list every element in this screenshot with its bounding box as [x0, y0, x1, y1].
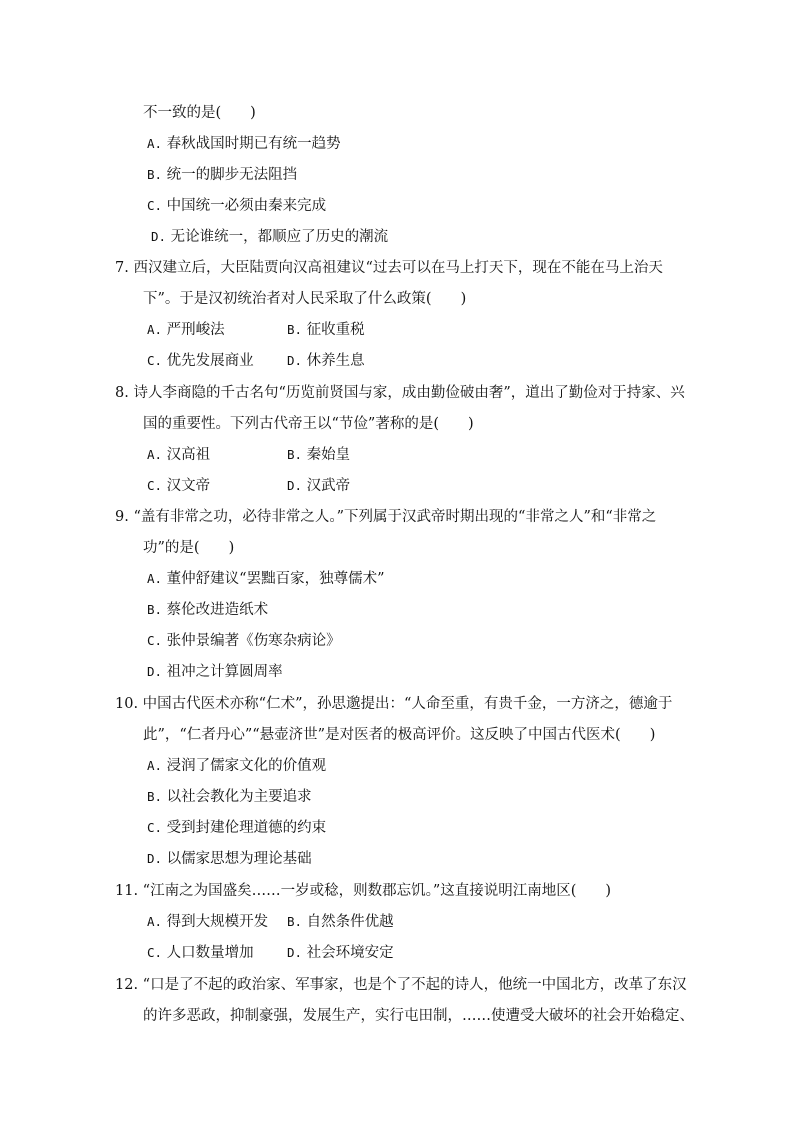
q12-stem-line1	[115, 975, 687, 995]
q9-stem-line2: 功”的是( )	[143, 540, 235, 556]
q10-option-c[interactable]	[147, 818, 326, 838]
option-letter: B.	[287, 914, 303, 929]
q7-stem-line2: 下”。于是汉初统治者对人民采取了什么政策( )	[143, 291, 467, 307]
q11-stem-line1	[115, 881, 611, 901]
q10-stem-line2: 此”，“仁者丹心”“悬壶济世”是对医者的极高评价。这反映了中国古代医术( )	[143, 727, 656, 743]
option-text: 以社会教化为主要追求	[166, 789, 312, 805]
q9-option-b[interactable]	[147, 600, 268, 620]
option-text: 无论谁统一，都顺应了历史的潮流	[170, 229, 389, 245]
q10-stem-line1	[115, 694, 672, 714]
q8-stem-line1	[115, 383, 685, 403]
q9-stem-line1	[115, 507, 656, 527]
q9-option-a[interactable]	[147, 569, 385, 589]
option-letter: A.	[147, 758, 163, 773]
question-number: 11.	[115, 883, 139, 899]
option-text: 汉文帝	[166, 478, 211, 494]
option-letter: B.	[287, 447, 303, 462]
option-letter: C.	[147, 478, 163, 493]
q7-option-b[interactable]	[287, 320, 365, 340]
option-text: 自然条件优越	[306, 914, 394, 930]
option-letter: A.	[147, 136, 163, 151]
q11-option-a[interactable]	[147, 912, 268, 932]
question-text: “盖有非常之功，必待非常之人。”下列属于汉武帝时期出现的“非常之人”和“非常之	[133, 509, 657, 525]
option-text: 休养生息	[306, 353, 365, 369]
option-letter: A.	[147, 447, 163, 462]
option-text: 以儒家思想为理论基础	[166, 851, 312, 867]
question-number: 7.	[115, 260, 129, 276]
q6-stem-continuation: 不一致的是( )	[143, 105, 256, 121]
q11-option-d[interactable]	[287, 943, 394, 963]
question-text: 西汉建立后，大臣陆贾向汉高祖建议“过去可以在马上打天下，现在不能在马上治天	[133, 260, 663, 276]
option-letter: C.	[147, 353, 163, 368]
option-letter: B.	[147, 167, 163, 182]
option-text: 汉高祖	[166, 447, 211, 463]
option-letter: A.	[147, 322, 163, 337]
option-letter: D.	[147, 851, 163, 866]
question-number: 9.	[115, 509, 129, 525]
q9-option-c[interactable]	[147, 631, 341, 651]
option-text: 优先发展商业	[166, 353, 254, 369]
option-letter: C.	[147, 945, 163, 960]
q6-option-d[interactable]	[151, 227, 388, 247]
q10-option-b[interactable]	[147, 787, 312, 807]
option-text: 秦始皇	[306, 447, 351, 463]
option-text: 张仲景编著《伤寒杂病论》	[166, 633, 341, 649]
q6-option-c[interactable]	[147, 196, 326, 216]
question-number: 8.	[115, 385, 129, 401]
option-text: 征收重税	[306, 322, 365, 338]
option-text: 祖冲之计算圆周率	[166, 664, 283, 680]
option-text: 得到大规模开发	[166, 914, 269, 930]
option-text: 受到封建伦理道德的约束	[166, 820, 327, 836]
q7-option-a[interactable]	[147, 320, 225, 340]
option-text: 中国统一必须由秦来完成	[166, 198, 327, 214]
option-letter: C.	[147, 198, 163, 213]
q8-stem-line2: 国的重要性。下列古代帝王以“节俭”著称的是( )	[143, 416, 474, 432]
question-text: 诗人李商隐的千古名句“历览前贤国与家，成由勤俭破由奢”，道出了勤俭对于持家、兴	[133, 385, 685, 401]
option-letter: B.	[147, 789, 163, 804]
q12-stem-line2: 的许多恶政，抑制豪强，发展生产，实行屯田制，……使遭受大破坏的社会开始稳定、	[143, 1008, 694, 1024]
option-letter: A.	[147, 914, 163, 929]
q7-option-c[interactable]	[147, 351, 254, 371]
question-number: 12.	[115, 977, 139, 993]
option-letter: A.	[147, 571, 163, 586]
question-number: 10.	[115, 696, 139, 712]
option-letter: D.	[287, 945, 303, 960]
q10-option-d[interactable]	[147, 849, 312, 869]
option-letter: D.	[287, 353, 303, 368]
option-text: 汉武帝	[306, 478, 351, 494]
option-text: 董仲舒建议“罢黜百家，独尊儒术”	[166, 571, 385, 587]
q11-option-b[interactable]	[287, 912, 394, 932]
option-text: 浸润了儒家文化的价值观	[166, 758, 327, 774]
option-letter: D.	[287, 478, 303, 493]
q9-option-d[interactable]	[147, 662, 283, 682]
option-text: 统一的脚步无法阻挡	[166, 167, 298, 183]
q7-stem-line1	[115, 258, 663, 278]
q11-option-c[interactable]	[147, 943, 254, 963]
question-text: “江南之为国盛矣……一岁或稔，则数郡忘饥。”这直接说明江南地区( )	[142, 883, 612, 899]
option-letter: D.	[147, 664, 163, 679]
q7-option-d[interactable]	[287, 351, 365, 371]
option-letter: B.	[287, 322, 303, 337]
question-text: 中国古代医术亦称“仁术”，孙思邈提出：“人命至重，有贵千金，一方济之，德逾于	[142, 696, 673, 712]
q6-option-a[interactable]	[147, 134, 341, 154]
q8-option-b[interactable]	[287, 445, 350, 465]
option-text: 春秋战国时期已有统一趋势	[166, 136, 341, 152]
option-text: 社会环境安定	[306, 945, 394, 961]
option-text: 严刑峻法	[166, 322, 225, 338]
option-text: 人口数量增加	[166, 945, 254, 961]
q8-option-a[interactable]	[147, 445, 210, 465]
option-letter: C.	[147, 820, 163, 835]
option-text: 蔡伦改进造纸术	[166, 602, 269, 618]
q10-option-a[interactable]	[147, 756, 326, 776]
q6-option-b[interactable]	[147, 165, 297, 185]
option-letter: C.	[147, 633, 163, 648]
option-letter: D.	[151, 229, 167, 244]
q8-option-d[interactable]	[287, 476, 350, 496]
q8-option-c[interactable]	[147, 476, 210, 496]
question-text: “口是了不起的政治家、军事家，也是个了不起的诗人，他统一中国北方，改革了东汉	[142, 977, 687, 993]
option-letter: B.	[147, 602, 163, 617]
